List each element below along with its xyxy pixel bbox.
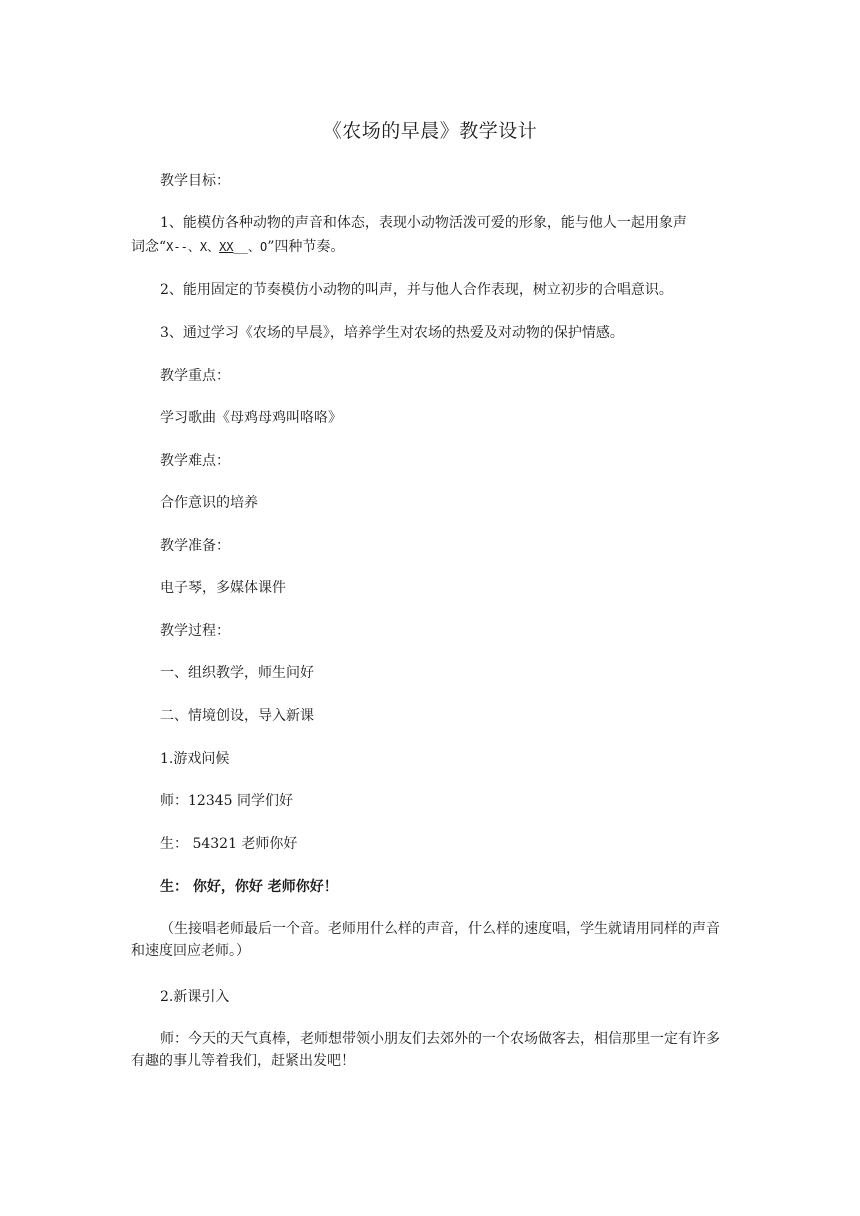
goal-2: 2、能用固定的节奏模仿小动物的叫声，并与他人合作表现，树立初步的合唱意识。 <box>160 282 673 298</box>
teacher-line: 师：12345 同学们好 <box>160 793 293 809</box>
goal-3: 3、通过学习《农场的早晨》，培养学生对农场的热爱及对动物的保护情感。 <box>160 325 624 341</box>
key-heading: 教学重点： <box>160 368 230 384</box>
goal-1-line-2 <box>131 236 344 258</box>
goal-1-suffix: ”四种节奏。 <box>267 239 345 255</box>
document-title: 《农场的早晨》教学设计 <box>322 120 538 142</box>
goals-heading: 教学目标： <box>160 173 230 189</box>
rhythm-pattern-a: X--、X、 <box>166 240 220 254</box>
prep-heading: 教学准备： <box>160 538 230 554</box>
difficulty-content: 合作意识的培养 <box>160 495 258 511</box>
student-line-1: 生： 54321 老师你好 <box>160 836 298 852</box>
rhythm-pattern-c: __、O <box>233 240 268 254</box>
teacher-intro: 师：今天的天气真棒，老师想带领小朋友们去郊外的一个农场做客去，相信那里一定有许多有趣的事儿等着我们，赶紧出发吧！ <box>131 1031 720 1069</box>
prep-content: 电子琴，多媒体课件 <box>160 580 286 596</box>
goal-1-prefix: 词念“ <box>131 239 167 255</box>
key-content: 学习歌曲《母鸡母鸡叫咯咯》 <box>160 410 342 426</box>
rhythm-pattern-b: XX <box>219 240 234 254</box>
sub-step-2: 2.新课引入 <box>160 989 230 1005</box>
step-2: 二、情境创设，导入新课 <box>160 708 314 724</box>
goal-1-line-1: 1、能模仿各种动物的声音和体态，表现小动物活泼可爱的形象，能与他人一起用象声 <box>160 215 687 231</box>
step-1: 一、组织教学，师生问好 <box>160 665 314 681</box>
process-heading: 教学过程： <box>160 623 230 639</box>
activity-note: （生接唱老师最后一个音。老师用什么样的声音，什么样的速度唱，学生就请用同样的声音和速度回应老师。） <box>131 921 720 959</box>
student-line-2: 生： 你好，你好 老师你好！ <box>160 879 338 895</box>
difficulty-heading: 教学难点： <box>160 453 230 469</box>
sub-step-1: 1.游戏问候 <box>160 751 230 767</box>
